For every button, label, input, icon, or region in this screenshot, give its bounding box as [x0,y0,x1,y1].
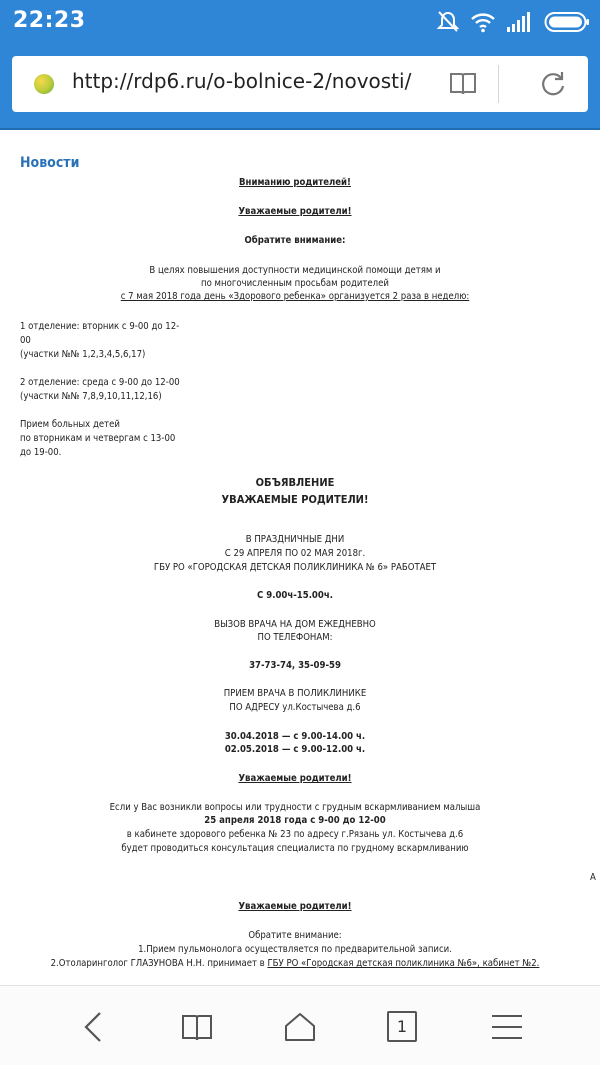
notice-title-1: Вниманию родителей! [239,177,351,188]
bottom-navigation [0,985,600,1065]
notice-item-2-text: 2.Отоларинголог ГЛАЗУНОВА Н.Н. принимает в [50,958,268,969]
notifications-off-icon [436,11,460,33]
favicon [34,74,54,94]
breastfeeding-line-1: Если у Вас возникли вопросы или трудности с грудным вскармливанием малыша [109,802,481,813]
reader-mode-icon[interactable] [448,70,478,98]
web-page[interactable] [0,130,600,985]
back-icon[interactable] [76,1010,110,1044]
menu-icon[interactable] [490,1010,524,1044]
address-bar[interactable] [12,56,588,112]
notice-title-3: Уважаемые родители! [238,901,352,912]
sick-line-3: до 19-00. [20,447,62,458]
holiday-line-3: ГБУ РО «ГОРОДСКАЯ ДЕТСКАЯ ПОЛИКЛИНИКА № 6» РАБОТАЕТ [153,562,437,573]
bookmarks-icon[interactable] [180,1010,214,1044]
working-hours: С 9.00ч-15.00ч. [257,590,333,601]
home-call-line-2: ПО ТЕЛЕФОНАМ: [257,632,333,643]
dept1-line-2: 00 [20,335,31,346]
intro-line-1: В целях повышения доступности медицинской помощи детям и [149,265,441,276]
tabs-icon[interactable]: 1 [387,1011,417,1042]
holiday-line-1: В ПРАЗДНИЧНЫЕ ДНИ [245,534,345,545]
dept1-line-1: 1 отделение: вторник с 9-00 до 12- [20,321,180,332]
page-title: Новости [20,155,80,171]
phone-numbers: 37-73-74, 35-09-59 [249,660,341,671]
clinic-line-1: ПРИЕМ ВРАЧА В ПОЛИКЛИНИКЕ [223,688,367,699]
browser-toolbar [0,44,600,130]
schedule-date-2: 02.05.2018 — с 9.00-12.00 ч. [224,744,366,755]
intro-line-3: с 7 мая 2018 года день «Здорового ребенка» организуется 2 раза в неделю: [120,291,470,302]
dept1-line-3: (участки №№ 1,2,3,4,5,6,17) [20,349,146,360]
notice-title-2: Уважаемые родители! [238,206,352,217]
clipped-text: А [590,872,596,883]
announcement-title: ОБЪЯВЛЕНИЕ [255,476,335,489]
wifi-icon [470,11,496,33]
status-icons [436,10,590,34]
attention-text-2: Обратите внимание: [248,930,342,941]
breastfeeding-line-4: будет проводиться консультация специалиста по грудному вскармливанию [121,843,469,854]
reload-icon[interactable] [539,70,567,98]
dept2-line-1: 2 отделение: среда с 9-00 до 12-00 [20,377,180,388]
breastfeeding-title: Уважаемые родители! [238,773,352,784]
notice-item-1: 1.Прием пульмонолога осуществляется по предварительной записи. [138,944,452,955]
clinic-link[interactable]: ГБУ РО «Городская детская поликлиника №6», кабинет №2. [267,958,540,969]
signal-icon [506,12,534,32]
attention-text: Обратите внимание: [244,235,346,246]
status-bar [0,0,600,44]
notice-item-2 [0,958,590,970]
address-bar-divider [498,65,499,103]
home-icon[interactable] [283,1010,317,1044]
dear-parents-caps: УВАЖАЕМЫЕ РОДИТЕЛИ! [221,493,369,506]
sick-line-1: Прием больных детей [20,419,120,430]
dept2-line-2: (участки №№ 7,8,9,10,11,12,16) [20,391,162,402]
holiday-line-2: С 29 АПРЕЛЯ ПО 02 МАЯ 2018г. [224,548,366,559]
sick-line-2: по вторникам и четвергам с 13-00 [20,433,176,444]
battery-icon [544,11,590,33]
home-call-line-1: ВЫЗОВ ВРАЧА НА ДОМ ЕЖЕДНЕВНО [214,619,376,630]
loading-bar [0,120,600,130]
breastfeeding-line-2: 25 апреля 2018 года с 9-00 до 12-00 [204,815,386,826]
breastfeeding-line-3: в кабинете здорового ребенка № 23 по адресу г.Рязань ул. Костычева д.6 [126,829,464,840]
intro-line-2: по многочисленным просьбам родителей [201,278,389,289]
status-time: 22:23 [13,8,86,33]
schedule-date-1: 30.04.2018 — с 9.00-14.00 ч. [224,731,366,742]
clinic-line-2: ПО АДРЕСУ ул.Костычева д.6 [229,702,361,713]
url-text[interactable]: http://rdp6.ru/o-bolnice-2/novosti/ [72,69,412,93]
